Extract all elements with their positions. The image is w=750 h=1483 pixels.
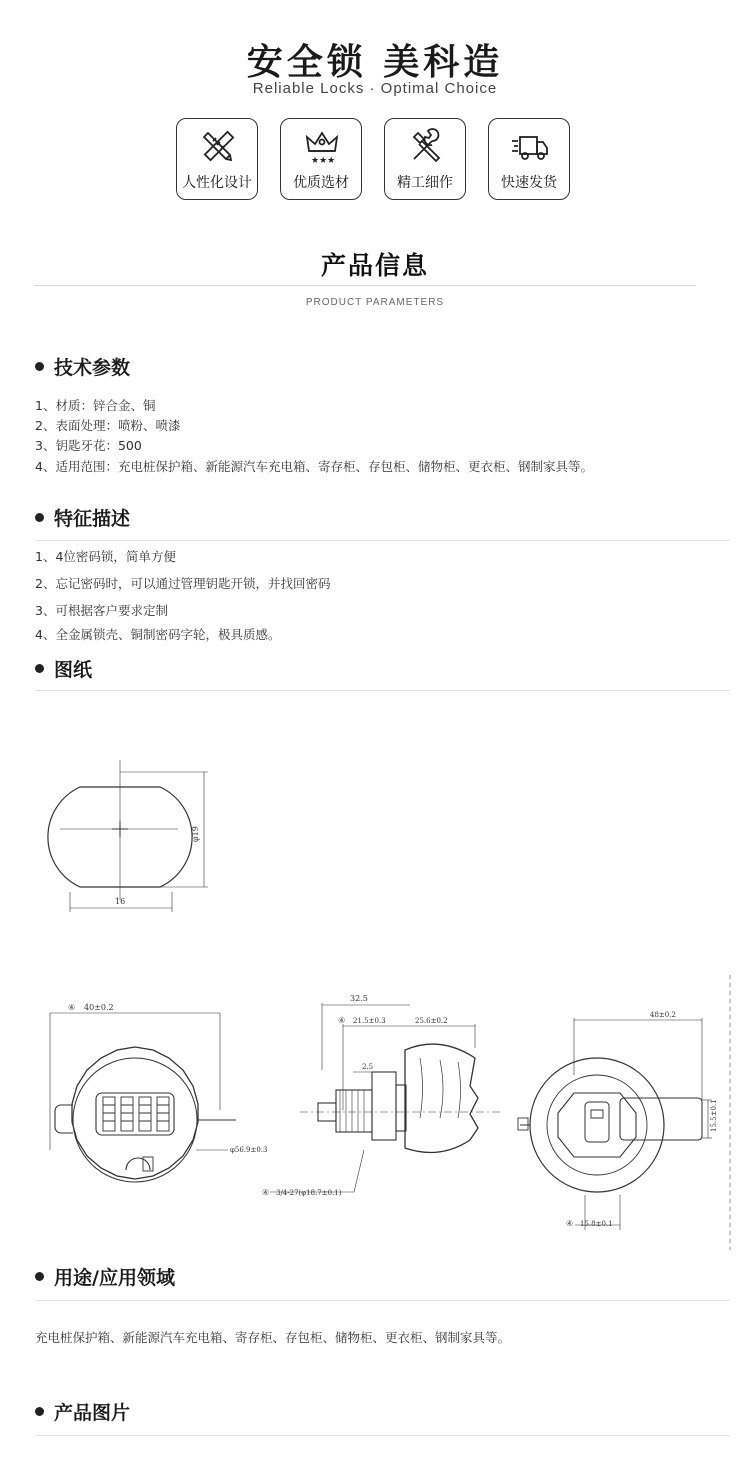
feature-badge-material [280,118,362,200]
photos-heading [35,1398,130,1425]
section-rule [35,1300,730,1301]
tech-heading-text: 技术参数 [54,357,131,379]
section-divider [34,285,696,286]
feature-badge-craft [384,118,466,200]
dim-label: 15.8±0.1 [580,1220,613,1228]
bullet-dot [35,513,44,522]
technical-drawing [0,700,750,1260]
tech-item: 3、钥匙牙花：500 [35,438,142,453]
dim-label: 48±0.2 [650,1011,676,1019]
dim-label: 21.5±0.3 [353,1017,386,1025]
drawing-heading [35,655,92,682]
feature-badges [0,118,750,202]
feature-label: 人性化设计 [182,175,252,191]
bullet-dot [35,664,44,673]
dim-label: 25.6±0.2 [415,1017,448,1025]
side-view [270,1003,500,1192]
hero-title: 安全锁 美科造 [246,42,504,83]
hero-subtitle: Reliable Locks · Optimal Choice [252,80,498,97]
feature-desc-item: 4、全金属锁壳、铜制密码字轮，极具质感。 [35,627,281,642]
section-title: 产品信息 [320,251,429,280]
dim-label: φ19 [191,826,200,842]
key-profile-view [48,760,208,912]
dim-marker: ④ [566,1219,574,1228]
bullet-dot [35,362,44,371]
feature-desc-item: 1、4位密码锁，简单方便 [35,549,176,564]
dim-label: 16 [115,897,126,906]
back-view [518,975,730,1250]
dim-label: 40±0.2 [84,1003,114,1012]
tools-ruler-pencil-icon [198,127,238,167]
dim-label: φ56.9±0.3 [230,1146,268,1154]
feature-desc-item: 3、可根据客户要求定制 [35,603,168,618]
dim-label: 15.5±0.1 [710,1099,718,1132]
features-desc-heading [35,504,130,531]
feature-label: 精工细作 [397,175,453,191]
section-rule [35,690,730,691]
tech-item: 2、表面处理：喷粉、喷漆 [35,418,181,433]
delivery-truck-icon [510,127,550,167]
dim-marker: ④ [338,1016,346,1025]
feature-label: 优质选材 [293,175,349,191]
svg-text:★★★: ★★★ [311,156,336,166]
drawing-heading-text: 图纸 [54,659,93,681]
bullet-dot [35,1272,44,1281]
section-rule [35,540,730,541]
feature-badge-delivery [488,118,570,200]
dim-label: 3/4-27(φ18.7±0.1) [276,1189,342,1197]
photos-heading-text: 产品图片 [54,1402,131,1424]
section-rule [35,1435,730,1436]
usage-heading [35,1263,175,1290]
dim-marker: ④ [262,1188,270,1197]
tech-item: 4、适用范围：充电桩保护箱、新能源汽车充电箱、寄存柜、存包柜、储物柜、更衣柜、钢制家具等。 [35,459,593,474]
dim-label: 2.5 [362,1063,374,1071]
crown-stars-icon [302,127,342,167]
usage-text: 充电桩保护箱、新能源汽车充电箱、寄存柜、存包柜、储物柜、更衣柜、钢制家具等。 [35,1330,511,1345]
feature-badge-design [176,118,258,200]
usage-heading-text: 用途/应用领域 [54,1267,175,1289]
bullet-dot [35,1407,44,1416]
front-view [50,1013,236,1182]
features-desc-heading-text: 特征描述 [54,508,131,530]
dim-marker: ④ [68,1003,76,1012]
dim-label: 32.5 [350,994,368,1003]
section-subtitle: PRODUCT PARAMETERS [305,297,445,308]
feature-desc-item: 2、忘记密码时，可以通过管理钥匙开锁，并找回密码 [35,576,331,591]
tech-item: 1、材质：锌合金、铜 [35,398,156,413]
feature-label: 快速发货 [501,175,557,191]
tech-heading [35,353,130,380]
wrench-hammer-icon [406,127,446,167]
